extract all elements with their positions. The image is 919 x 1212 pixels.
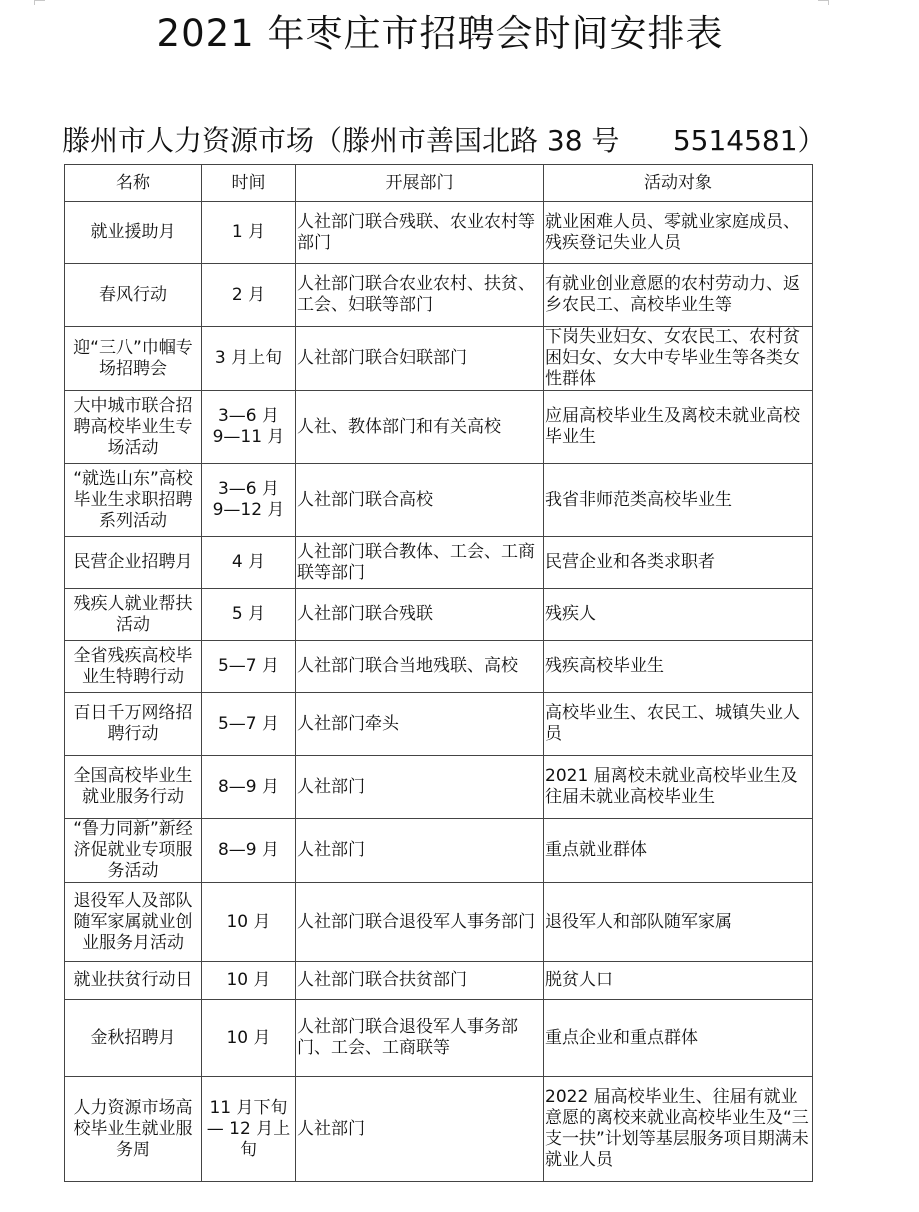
table-row [65,756,813,819]
cell-name: 百日千万网络招聘行动 [65,693,202,756]
cell-department: 人社部门联合扶贫部门 [296,962,544,1000]
cell-name: “鲁力同新”新经济促就业专项服务活动 [65,819,202,883]
cell-target: 应届高校毕业生及离校未就业高校毕业生 [544,391,813,464]
table-row [65,1077,813,1182]
cell-time: 3 月上旬 [202,327,296,391]
table-row [65,537,813,589]
cell-name: “就选山东”高校毕业生求职招聘系列活动 [65,464,202,537]
cell-time: 5—7 月 [202,693,296,756]
cell-target: 脱贫人口 [544,962,813,1000]
cell-department: 人社部门联合残联 [296,589,544,641]
cell-name: 金秋招聘月 [65,1000,202,1077]
cell-department: 人社部门联合退役军人事务部门、工会、工商联等 [296,1000,544,1077]
cell-department: 人社部门 [296,819,544,883]
cell-time: 10 月 [202,962,296,1000]
cell-target: 下岗失业妇女、女农民工、农村贫困妇女、女大中专毕业生等各类女性群体 [544,327,813,391]
cell-target: 重点就业群体 [544,819,813,883]
cell-department: 人社部门 [296,1077,544,1182]
cell-time: 8—9 月 [202,819,296,883]
header-time: 时间 [202,165,296,202]
cell-name: 就业援助月 [65,202,202,264]
table-row [65,693,813,756]
cell-time: 5—7 月 [202,641,296,693]
cell-department: 人社部门联合教体、工会、工商联等部门 [296,537,544,589]
cell-time: 2 月 [202,264,296,327]
table-row [65,962,813,1000]
cell-time: 5 月 [202,589,296,641]
cell-department: 人社部门联合残联、农业农村等部门 [296,202,544,264]
cell-time: 11 月下旬 — 12 月上旬 [202,1077,296,1182]
cell-target: 残疾人 [544,589,813,641]
cell-name: 民营企业招聘月 [65,537,202,589]
cell-name: 残疾人就业帮扶活动 [65,589,202,641]
cell-target: 有就业创业意愿的农村劳动力、返乡农民工、高校毕业生等 [544,264,813,327]
table-row [65,264,813,327]
cell-target: 2021 届离校未就业高校毕业生及往届未就业高校毕业生 [544,756,813,819]
cell-name: 就业扶贫行动日 [65,962,202,1000]
cell-department: 人社部门联合退役军人事务部门 [296,883,544,962]
table-row [65,1000,813,1077]
cell-name: 人力资源市场高校毕业生就业服务周 [65,1077,202,1182]
header-name: 名称 [65,165,202,202]
cell-name: 退役军人及部队随军家属就业创业服务月活动 [65,883,202,962]
cell-time: 10 月 [202,883,296,962]
cell-time: 4 月 [202,537,296,589]
cell-time: 1 月 [202,202,296,264]
page-corner-mark-right [818,0,829,5]
header-department: 开展部门 [296,165,544,202]
cell-name: 全国高校毕业生就业服务行动 [65,756,202,819]
schedule-table [64,164,813,1182]
cell-department: 人社部门 [296,756,544,819]
cell-department: 人社部门联合当地残联、高校 [296,641,544,693]
page-title: 2021 年枣庄市招聘会时间安排表 [156,12,724,55]
cell-department: 人社、教体部门和有关高校 [296,391,544,464]
table-row [65,641,813,693]
cell-target: 残疾高校毕业生 [544,641,813,693]
cell-name: 春风行动 [65,264,202,327]
cell-target: 退役军人和部队随军家属 [544,883,813,962]
cell-department: 人社部门联合妇联部门 [296,327,544,391]
table-row [65,327,813,391]
table-row [65,464,813,537]
cell-name: 全省残疾高校毕业生特聘行动 [65,641,202,693]
table-row [65,202,813,264]
cell-department: 人社部门联合农业农村、扶贫、工会、妇联等部门 [296,264,544,327]
table-row [65,819,813,883]
cell-target: 高校毕业生、农民工、城镇失业人员 [544,693,813,756]
cell-department: 人社部门牵头 [296,693,544,756]
venue-subtitle: 滕州市人力资源市场（滕州市善国北路 38 号 5514581） [62,124,826,157]
cell-department: 人社部门联合高校 [296,464,544,537]
cell-name: 迎“三八”巾帼专场招聘会 [65,327,202,391]
cell-time: 8—9 月 [202,756,296,819]
table-body [65,202,813,1182]
cell-target: 民营企业和各类求职者 [544,537,813,589]
table-row [65,883,813,962]
cell-target: 就业困难人员、零就业家庭成员、残疾登记失业人员 [544,202,813,264]
table-row [65,391,813,464]
cell-time: 3—6 月 9—12 月 [202,464,296,537]
cell-time: 3—6 月 9—11 月 [202,391,296,464]
cell-time: 10 月 [202,1000,296,1077]
cell-name: 大中城市联合招聘高校毕业生专场活动 [65,391,202,464]
table-header-row [65,165,813,202]
page-corner-mark-left [34,0,45,5]
cell-target: 重点企业和重点群体 [544,1000,813,1077]
header-target: 活动对象 [544,165,813,202]
cell-target: 我省非师范类高校毕业生 [544,464,813,537]
cell-target: 2022 届高校毕业生、往届有就业意愿的离校来就业高校毕业生及“三支一扶”计划等基层服务项目期满未就业人员 [544,1077,813,1182]
table-row [65,589,813,641]
